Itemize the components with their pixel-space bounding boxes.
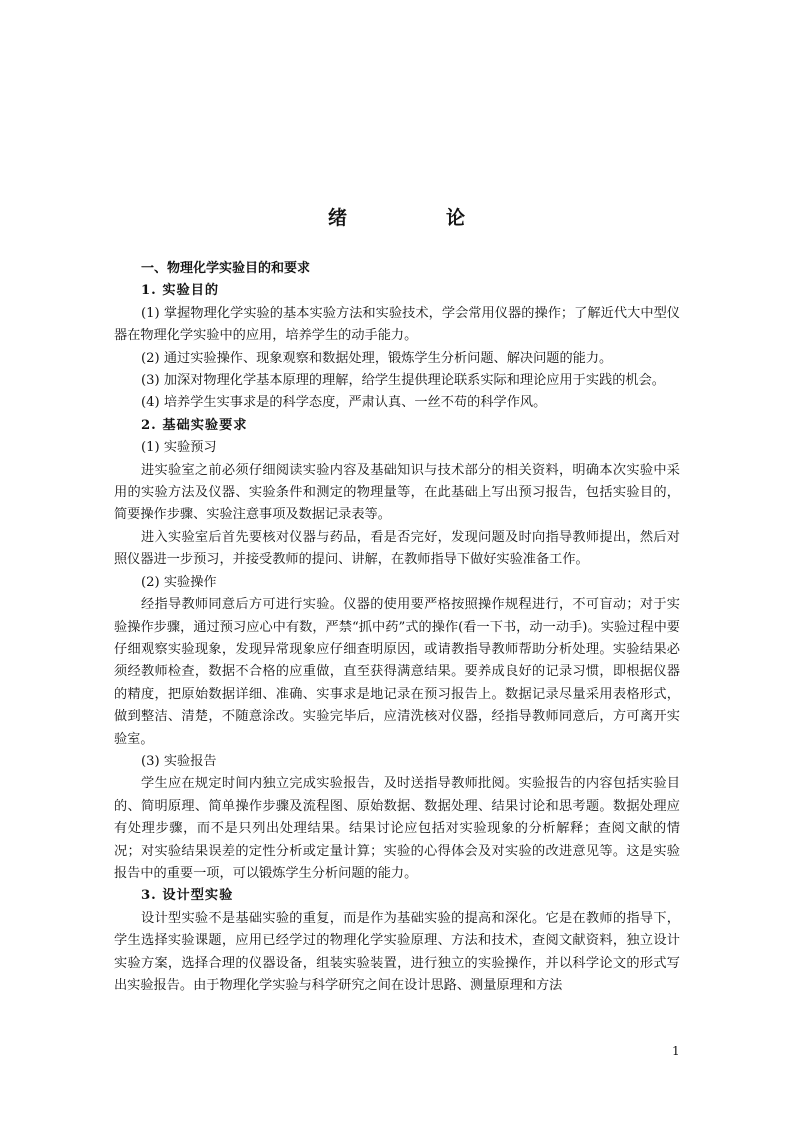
objective-item: (4) 培养学生实事求是的科学态度，严肃认真、一丝不苟的科学作风。 [141,395,547,411]
page-title: 绪 论 [327,207,505,229]
part-heading-operation: (2) 实验操作 [141,574,217,590]
section-heading: 一、物理化学实验目的和要求 [141,261,311,276]
part-heading-report: (3) 实验报告 [141,753,217,769]
paragraph: 经指导教师同意后方可进行实验。仪器的使用要严格按照操作规程进行，不可盲动；对于实验操作步骤，通过预习应心中有数，严禁“抓中药”式的操作(看一下书，动一动手)。实验过程中要仔细观察实验现象，发现异常现象应仔细查明原因，或请教指导教师帮助分析处理。实验结果必须经教师检查，数据不合格的应重做，直至获得满意结果。要养成良好的记录习惯，即根据仪器的精度，把原始数据详细、准确、实事求是地记录在预习报告上。数据记录尽量采用表格形式，做到整洁、清楚，不随意涂改。实验完毕后，应清洗核对仪器，经指导教师同意后，方可离开实验室。 [114,597,680,747]
page-number: 1 [672,1044,680,1058]
paragraph: 进实验室之前必须仔细阅读实验内容及基础知识与技术部分的相关资料，明确本次实验中采用的实验方法及仪器、实验条件和测定的物理量等，在此基础上写出预习报告，包括实验目的，简要操作步骤、实验注意事项及数据记录表等。 [114,462,680,523]
subsection-heading-objectives: 1. 实验目的 [141,283,220,299]
paragraph: 设计型实验不是基础实验的重复，而是作为基础实验的提高和深化。它是在教师的指导下，学生选择实验课题，应用已经学过的物理化学实验原理、方法和技术，查阅文献资料，独立设计实验方案，选择合理的仪器设备，组装实验装置，进行独立的实验操作，并以科学论文的形式写出实验报告。由于物理化学实验与科学研究之间在设计思路、测量原理和方法 [114,910,680,993]
paragraph: 进入实验室后首先要核对仪器与药品，看是否完好，发现问题及时向指导教师提出，然后对照仪器进一步预习，并接受教师的提问、讲解，在教师指导下做好实验准备工作。 [114,529,680,568]
body-content [114,258,680,997]
objective-item: (1) 掌握物理化学实验的基本实验方法和实验技术，学会常用仪器的操作；了解近代大中型仪器在物理化学实验中的应用，培养学生的动手能力。 [114,305,680,344]
subsection-heading-design: 3. 设计型实验 [141,888,234,904]
subsection-heading-requirements: 2. 基础实验要求 [141,417,248,433]
objective-item: (3) 加深对物理化学基本原理的理解，给学生提供理论联系实际和理论应用于实践的机会。 [141,373,665,389]
objective-item: (2) 通过实验操作、现象观察和数据处理，锻炼学生分析问题、解决问题的能力。 [141,350,613,366]
part-heading-preview: (1) 实验预习 [141,440,217,456]
paragraph: 学生应在规定时间内独立完成实验报告，及时送指导教师批阅。实验报告的内容包括实验目的、简明原理、简单操作步骤及流程图、原始数据、数据处理、结果讨论和思考题。数据处理应有处理步骤，而不是只列出处理结果。结果讨论应包括对实验现象的分析解释；查阅文献的情况；对实验结果误差的定性分析或定量计算；实验的心得体会及对实验的改进意见等。这是实验报告中的重要一项，可以锻炼学生分析问题的能力。 [114,776,680,881]
